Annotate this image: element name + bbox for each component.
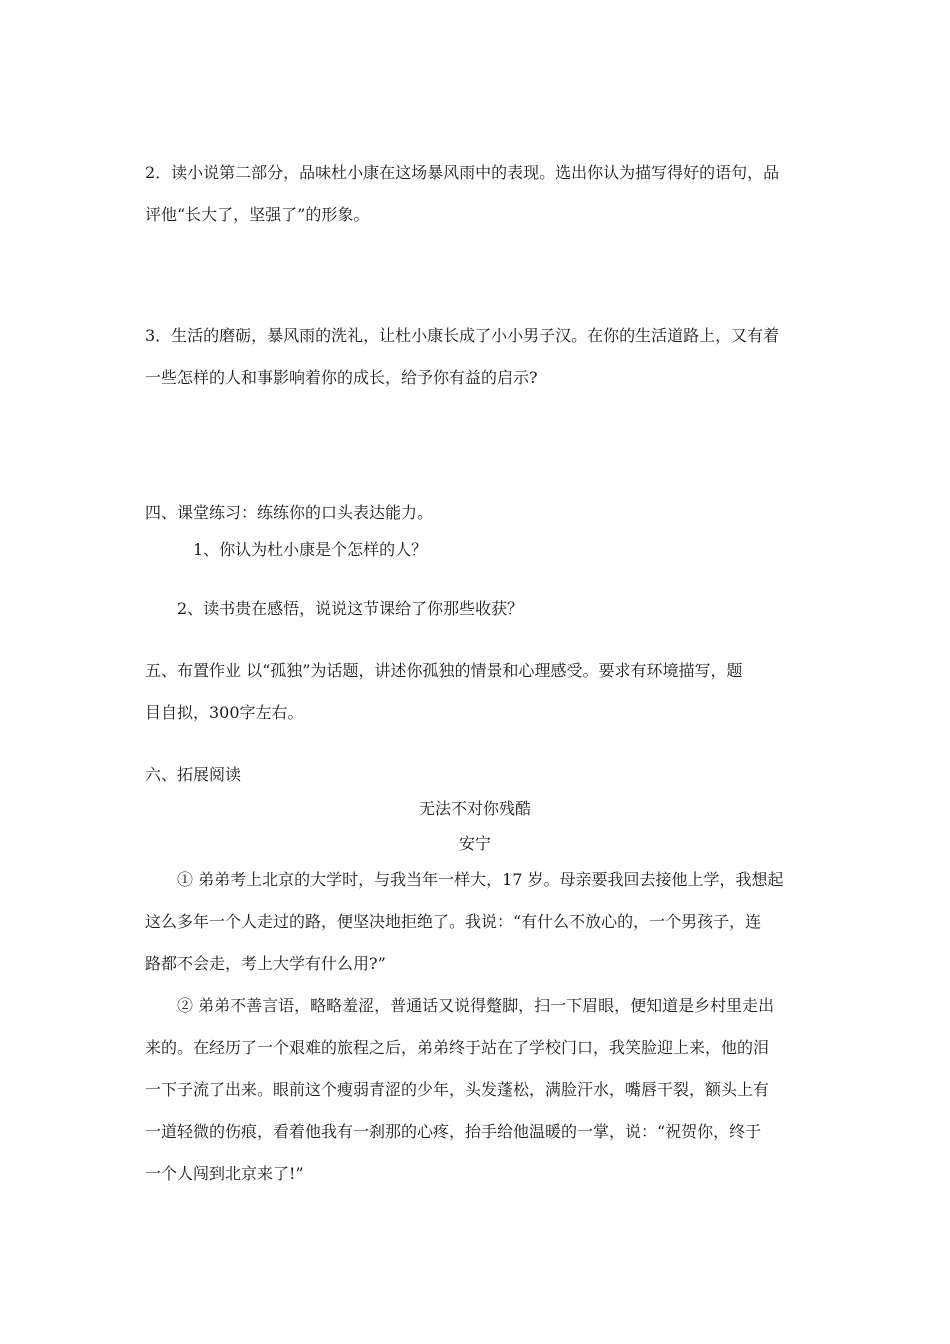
paragraph-2-line-2: 来的。在经历了一个艰难的旅程之后，弟弟终于站在了学校门口，我笑脸迎上来，他的泪 [145, 1038, 770, 1057]
article-author: 安宁 [458, 834, 491, 853]
section-4-item-2: 2、读书贵在感悟，说说这节课给了你那些收获？ [177, 599, 524, 618]
paragraph-2-line-1: ② 弟弟不善言语，略略羞涩，普通话又说得蹩脚，扫一下眉眼，便知道是乡村里走出 [177, 996, 775, 1015]
paragraph-2-line-4: 一道轻微的伤痕，看着他我有一刹那的心疼，抬手给他温暖的一掌，说：“祝贺你，终于 [145, 1122, 762, 1141]
paragraph-1-line-2: 这么多年一个人走过的路，便坚决地拒绝了。我说：“有什么不放心的，一个男孩子，连 [145, 912, 762, 931]
paragraph-2-line-3: 一下子流了出来。眼前这个瘦弱青涩的少年，头发蓬松，满脸汗水，嘴唇干裂，额头上有 [145, 1080, 770, 1099]
paragraph-2-line-5: 一个人闯到北京来了!” [145, 1164, 304, 1183]
question-3-line-2: 一些怎样的人和事影响着你的成长，给予你有益的启示? [145, 368, 538, 387]
article-title: 无法不对你残酷 [418, 799, 531, 818]
section-6-heading: 六、拓展阅读 [145, 765, 242, 784]
question-3-line-1: 3．生活的磨砺，暴风雨的洗礼，让杜小康长成了小小男子汉。在你的生活道路上，又有着 [145, 326, 780, 345]
section-4-item-1: 1、你认为杜小康是个怎样的人？ [193, 540, 428, 559]
section-4-heading: 四、课堂练习：练练你的口头表达能力。 [145, 503, 434, 522]
section-5-line-2: 目自拟，300字左右。 [145, 703, 304, 722]
paragraph-1-line-1: ① 弟弟考上北京的大学时，与我当年一样大，17 岁。母亲要我回去接他上学，我想起 [177, 870, 784, 889]
paragraph-1-line-3: 路都不会走，考上大学有什么用?” [145, 954, 386, 973]
question-2-line-1: 2．读小说第二部分，品味杜小康在这场暴风雨中的表现。选出你认为描写得好的语句，品 [145, 163, 780, 182]
question-2-line-2: 评他“长大了，坚强了”的形象。 [145, 205, 370, 224]
section-5-line-1: 五、布置作业 以“孤独”为话题，讲述你孤独的情景和心理感受。要求有环境描写，题 [145, 661, 743, 680]
